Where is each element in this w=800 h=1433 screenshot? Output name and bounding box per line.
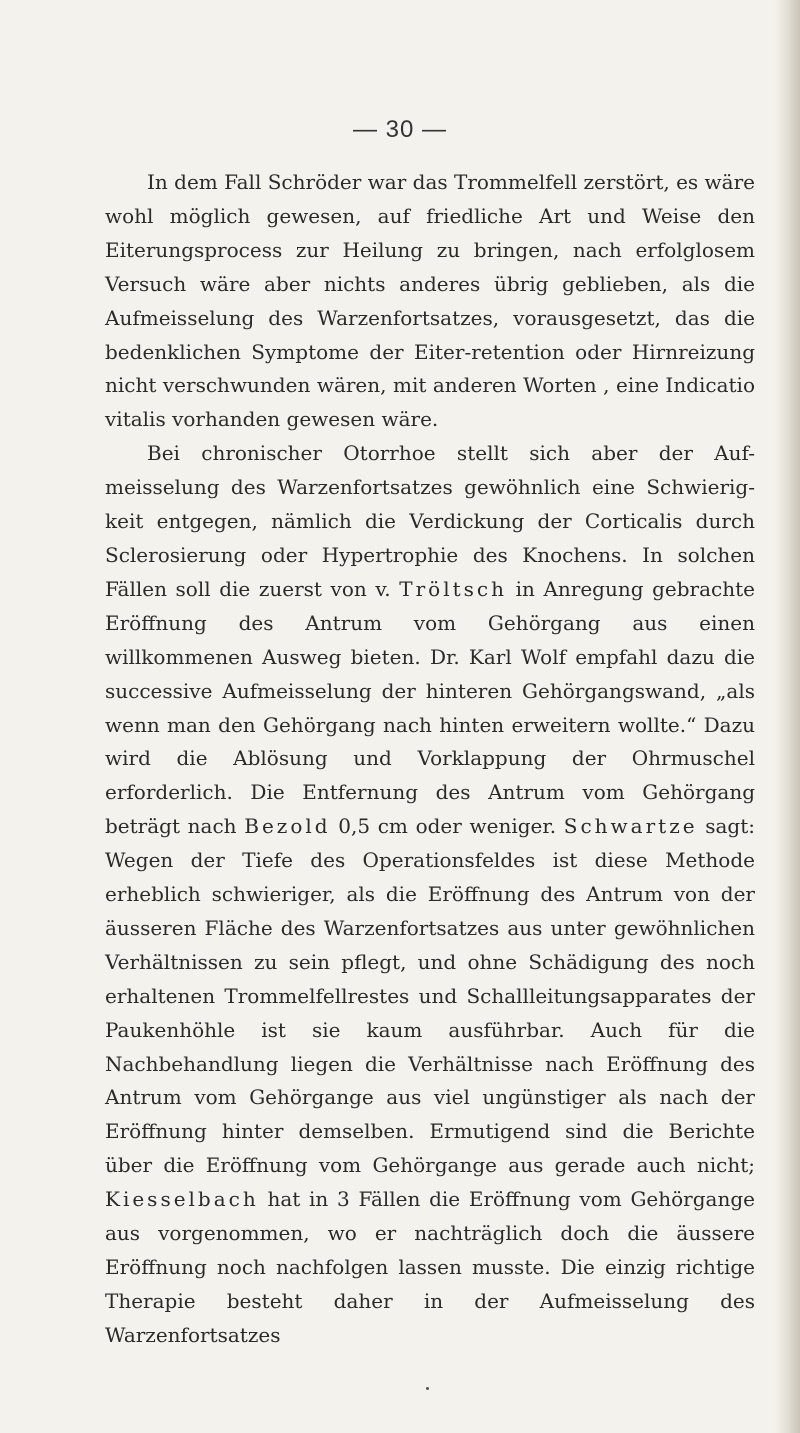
author-name-troeltsch: Tröltsch	[399, 576, 507, 601]
paragraph-1: In dem Fall Schröder war das Trommelfell zerstört, es wäre wohl möglich gewesen, auf friedliche Art und Weise den Eiterungsprocess zur Heilung zu bringen, nach erfolglosem Versuch wäre aber nichts anderes übrig geblieben, als die Aufmeisselung des Warzenfortsatzes, vorausgesetzt, das die bedenklichen Symptome der Eiter-retention oder Hirnreizung nicht verschwunden wären, mit anderen Worten , eine Indicatio vitalis vorhanden gewesen wäre.	[105, 170, 755, 432]
scan-speck	[426, 1387, 429, 1390]
author-name-schwartze: Schwartze	[563, 814, 698, 839]
paragraph-2-seg-3: 0,5 cm oder weniger.	[330, 814, 564, 839]
paragraph-2-seg-5: hat in 3 Fällen die Eröffnung vom Gehörgange aus vorgenommen, wo er nachträglich doch die äussere Eröffnung noch nachfolgen lassen musste. Die einzig richtige Therapie besteht daher in der Aufmeisselung des Warzenfortsatzes	[105, 1187, 755, 1347]
paragraph-2-seg-4: sagt: Wegen der Tiefe des Operationsfeldes ist diese Methode erheblich schwieriger, als die Eröffnung des Antrum von der äusseren Fläche des Warzenfortsatzes aus unter gewöhnlichen Verhältnissen zu sein pflegt, und ohne Schädigung des noch erhaltenen Trommelfellrestes und Schallleitungsapparates der Paukenhöhle ist sie kaum ausführbar. Auch für die Nachbehandlung liegen die Verhältnisse nach Eröffnung des Antrum vom Gehörgange aus viel ungünstiger als nach der Eröffnung hinter demselben. Ermutigend sind die Berichte über die Eröffnung vom Gehörgange aus gerade auch nicht;	[105, 814, 756, 1178]
paragraph-2-seg-1: Bei chronischer Otorrhoe stellt sich aber der Auf-meisselung des Warzenfortsatzes gewöhnlich eine Schwierig-keit entgegen, nämlich die Verdickung der Corticalis durch Sclerosierung oder Hypertrophie des Knochens. In solchen Fällen soll die zuerst von v.	[105, 441, 755, 601]
paragraph-2-seg-2: in Anregung gebrachte Eröffnung des Antrum vom Gehörgang aus einen willkommenen Ausweg bieten. Dr. Karl Wolf empfahl dazu die successive Aufmeisselung der hinteren Gehörgangswand, „als wenn man den Gehörgang nach hinten erweitern wollte.“ Dazu wird die Ablösung und Vorklappung der Ohrmuschel erforderlich. Die Entfernung des Antrum vom Gehörgang beträgt nach	[105, 576, 755, 839]
paragraph-2	[105, 437, 755, 1352]
author-name-bezold: Bezold	[244, 814, 331, 839]
body-text	[105, 166, 755, 1353]
page-number: — 30 —	[352, 116, 448, 143]
page-edge-shadow	[774, 0, 800, 1433]
author-name-kiesselbach: Kiesselbach	[105, 1187, 259, 1212]
